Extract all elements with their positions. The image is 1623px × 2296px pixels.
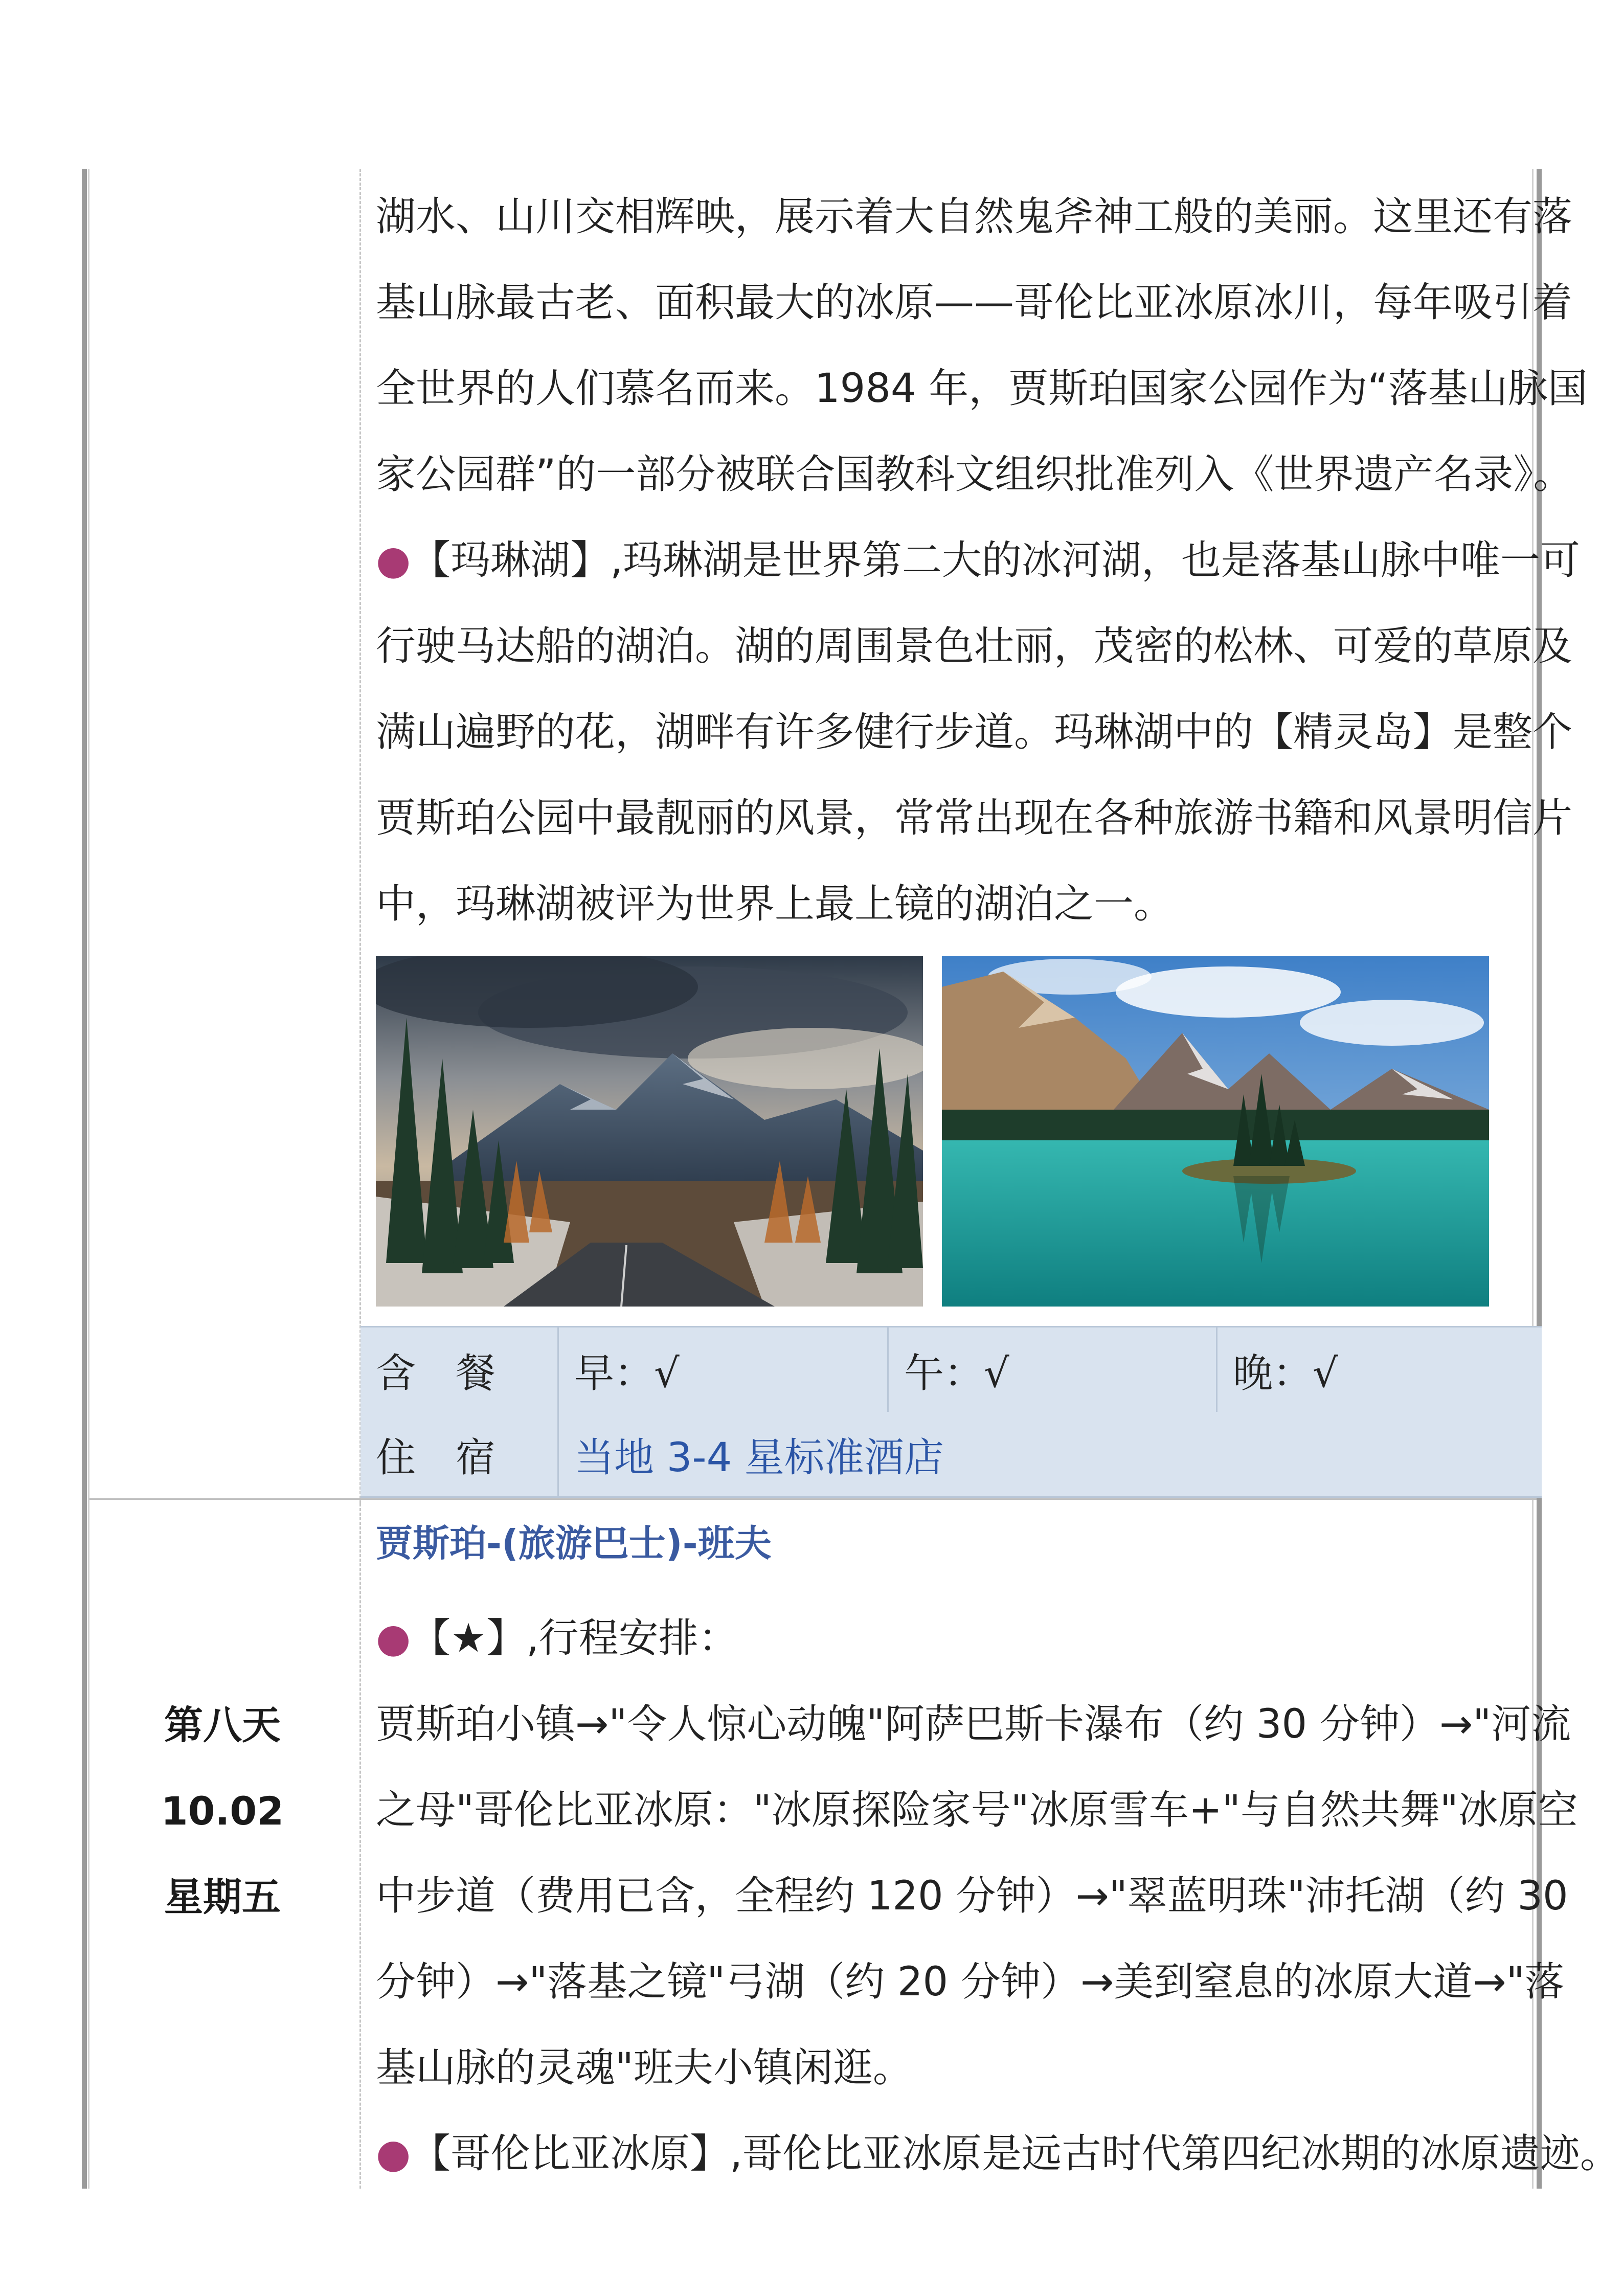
day-weekday: 星期五 xyxy=(164,1874,281,1920)
text-line: 中步道（费用已含，全程约 120 分钟）→"翠蓝明珠"沛托湖（约 30 xyxy=(376,1873,1568,1919)
text-line: 分钟）→"落基之镜"弓湖（约 20 分钟）→美到窒息的冰原大道→"落 xyxy=(376,1959,1565,2005)
text-line xyxy=(376,517,1580,603)
bullet-icon: ● xyxy=(376,1615,411,1661)
meals-label: 含 餐 xyxy=(376,1350,496,1397)
route-title: 贾斯珀-(旅游巴士)-班夫 xyxy=(376,1522,772,1565)
lunch-cell: 午：√ xyxy=(887,1327,1216,1412)
bullet-icon: ● xyxy=(376,2131,411,2177)
text-line: 全世界的人们慕名而来。1984 年，贾斯珀国家公园作为“落基山脉国 xyxy=(376,366,1588,412)
text-line: 基山脉最古老、面积最大的冰原——哥伦比亚冰原冰川，每年吸引着 xyxy=(376,280,1573,326)
text-line: 满山遍野的花，湖畔有许多健行步道。玛琳湖中的【精灵岛】是整个 xyxy=(376,709,1573,755)
breakfast-cell: 早：√ xyxy=(557,1327,887,1412)
text-line: 贾斯珀小镇→"令人惊心动魄"阿萨巴斯卡瀑布（约 30 分钟）→"河流 xyxy=(376,1701,1571,1747)
text-line xyxy=(376,2111,1620,2197)
jasper-intro-paragraph xyxy=(376,174,1588,517)
text-line: 之母"哥伦比亚冰原："冰原探险家号"冰原雪车+"与自然共舞"冰原空 xyxy=(376,1787,1578,1833)
text-line xyxy=(376,1595,1544,1681)
column-divider-bottom xyxy=(359,1503,361,2189)
maligne-lake-paragraph xyxy=(376,517,1580,947)
schedule-heading: 【★】,行程安排： xyxy=(411,1615,738,1661)
lodging-row xyxy=(360,1412,1542,1498)
day-separator xyxy=(89,1498,1537,1500)
mountain-road-photo xyxy=(376,956,923,1307)
column-divider-top xyxy=(359,169,361,1503)
text-line: 家公园群”的一部分被联合国教科文组织批准列入《世界遗产名录》。 xyxy=(376,452,1573,498)
maligne-first-line: 【玛琳湖】,玛琳湖是世界第二大的冰河湖，也是落基山脉中唯一可 xyxy=(411,537,1580,583)
columbia-icefield-line: 【哥伦比亚冰原】,哥伦比亚冰原是远古时代第四纪冰期的冰原遗迹。 xyxy=(411,2131,1620,2177)
lodging-label: 住 宿 xyxy=(376,1434,496,1481)
text-line: 基山脉的灵魂"班夫小镇闲逛。 xyxy=(376,2045,913,2091)
text-line: 湖水、山川交相辉映，展示着大自然鬼斧神工般的美丽。这里还有落 xyxy=(376,194,1573,240)
table-left-border xyxy=(82,169,87,2189)
text-line: 贾斯珀公园中最靓丽的风景，常常出现在各种旅游书籍和风景明信片 xyxy=(376,795,1573,841)
day-date: 10.02 xyxy=(161,1788,284,1834)
hotel-value: 当地 3-4 星标准酒店 xyxy=(557,1412,1542,1496)
meals-row xyxy=(360,1326,1542,1413)
text-line: 行驶马达船的湖泊。湖的周围景色壮丽，茂密的松林、可爱的草原及 xyxy=(376,623,1573,669)
spirit-island-photo xyxy=(942,956,1489,1307)
text-line: 中，玛琳湖被评为世界上最上镜的湖泊之一。 xyxy=(376,881,1174,927)
day-label: 第八天 xyxy=(164,1702,281,1748)
bullet-icon: ● xyxy=(376,537,411,583)
schedule-paragraph xyxy=(376,1595,1620,2197)
dinner-cell: 晚：√ xyxy=(1216,1327,1542,1412)
